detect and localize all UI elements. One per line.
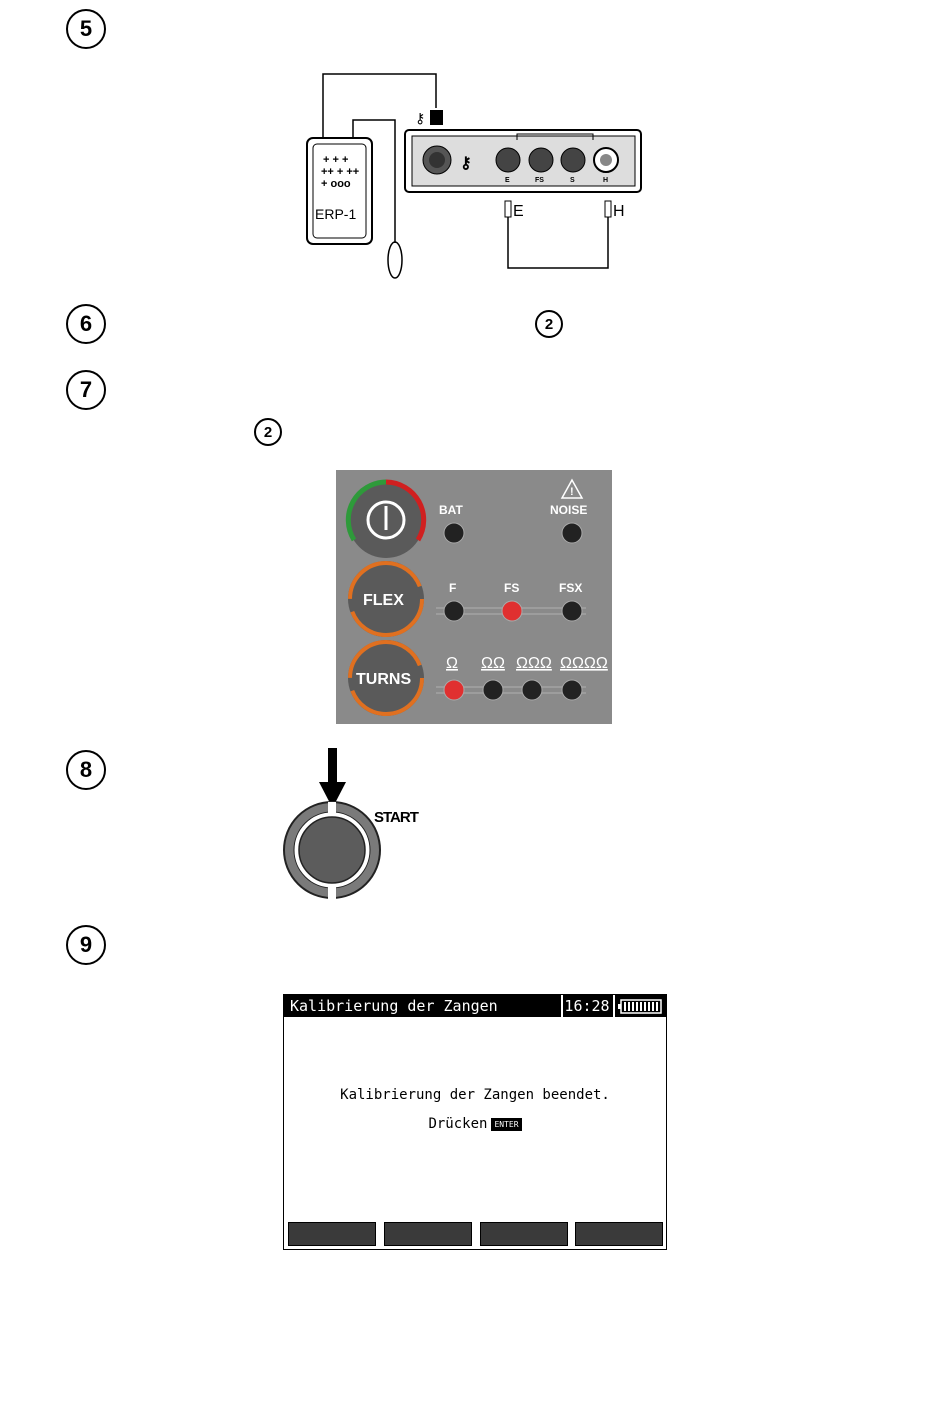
step-8-marker: 8	[66, 750, 106, 790]
step-9-marker: 9	[66, 925, 106, 965]
turns-button-label: TURNS	[356, 671, 412, 688]
flex-button-label: FLEX	[363, 592, 404, 609]
start-button-illustration[interactable]	[280, 746, 430, 902]
step-7-marker: 7	[66, 370, 106, 410]
fs-label: FS	[504, 581, 520, 595]
function-key-1[interactable]	[288, 1222, 376, 1246]
lcd-screen	[283, 994, 667, 1250]
turns-1-label: Ω	[446, 655, 458, 672]
screen-time: 16:28	[561, 995, 611, 1017]
lead-h-label: H	[613, 203, 625, 220]
start-label: START	[374, 809, 418, 826]
bat-label: BAT	[439, 503, 463, 517]
svg-text:+ + +: + + +	[323, 154, 349, 166]
socket-h-label: H	[603, 177, 609, 184]
lead-e-label: E	[513, 203, 524, 220]
indicator-panel	[336, 470, 612, 724]
svg-text:⚷: ⚷	[415, 110, 426, 126]
f-label: F	[449, 581, 457, 595]
step-6-marker: 6	[66, 304, 106, 344]
turns-3-label: ΩΩΩ	[516, 655, 552, 672]
noise-label: NOISE	[550, 503, 588, 517]
socket-e-label: E	[505, 177, 510, 184]
connection-diagram	[295, 68, 645, 283]
turns-2-label: ΩΩ	[481, 655, 505, 672]
socket-s-label: S	[570, 177, 575, 184]
svg-text:+ ooo: + ooo	[321, 178, 351, 190]
step-5-marker: 5	[66, 9, 106, 49]
svg-text:⚷: ⚷	[460, 155, 472, 172]
enter-key-icon: ENTER	[491, 1118, 521, 1131]
screen-header	[284, 995, 666, 1017]
reference-marker: 2	[254, 418, 282, 446]
function-key-2[interactable]	[384, 1222, 472, 1246]
device-label: ERP-1	[315, 206, 357, 222]
calibration-message: Kalibrierung der Zangen beendet.	[340, 1087, 610, 1103]
battery-icon	[613, 995, 667, 1017]
press-enter-prompt	[284, 1116, 666, 1132]
press-label: Drücken	[428, 1116, 488, 1132]
fsx-label: FSX	[559, 581, 583, 595]
turns-4-label: ΩΩΩΩ	[560, 655, 608, 672]
reference-marker: 2	[535, 310, 563, 338]
screen-title: Kalibrierung der Zangen	[290, 997, 498, 1015]
svg-text:++ + ++: ++ + ++	[321, 166, 360, 178]
function-key-4[interactable]	[575, 1222, 663, 1246]
svg-text:!: !	[570, 486, 574, 498]
socket-fs-label: FS	[535, 177, 544, 184]
function-key-3[interactable]	[480, 1222, 568, 1246]
